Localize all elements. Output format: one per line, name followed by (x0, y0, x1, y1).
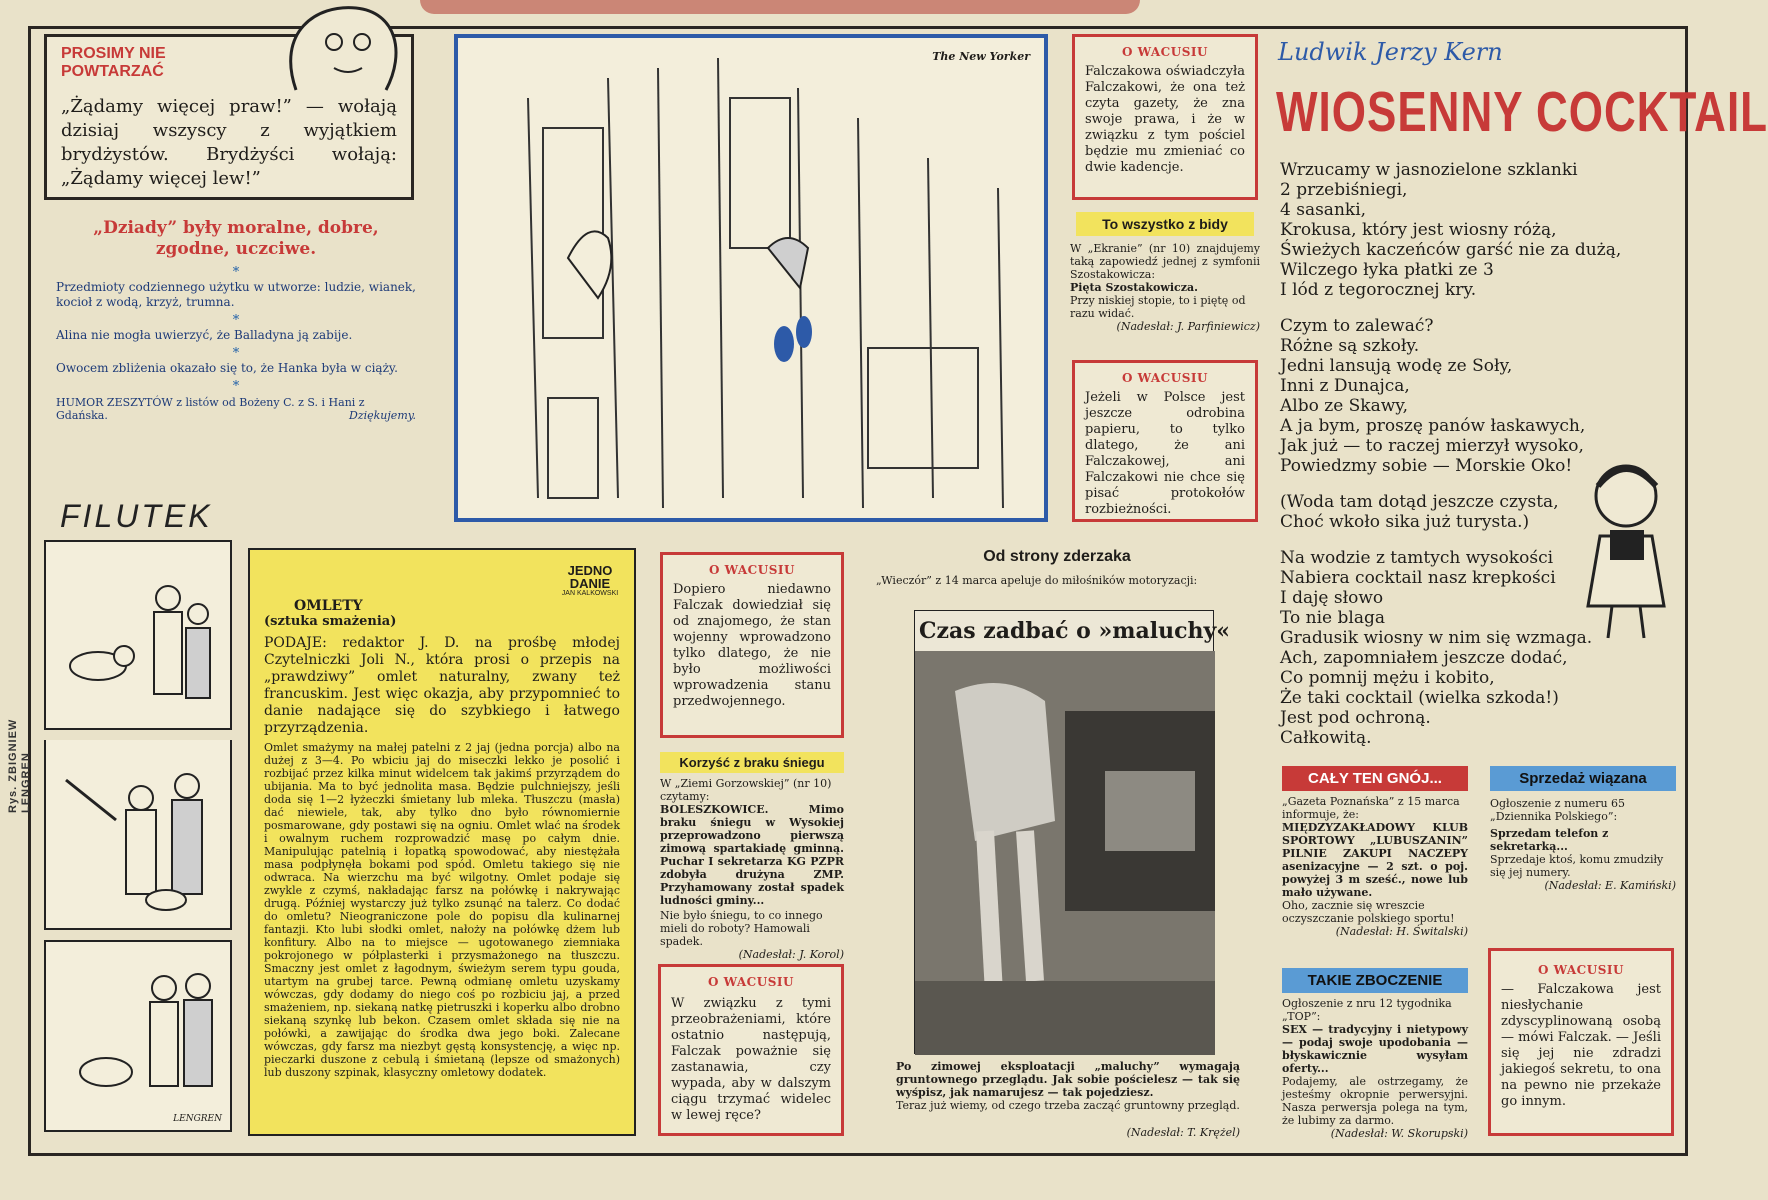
omlety-box (248, 548, 636, 1136)
caption-text: Teraz już wiemy, od czego trzeba zacząć gruntowny przegląd. (896, 1099, 1240, 1112)
poem-line: Różne są szkoły. (1280, 336, 1420, 356)
bidy-title: To wszystko z bidy (1076, 212, 1254, 236)
poem-line: To nie blaga (1280, 608, 1385, 628)
prosimy-body: „Żądamy więcej praw!” — wołają dzisiaj wszyscy z wyjątkiem brydżystów. Brydżyści wołają: „Żądamy więcej lew!” (61, 96, 397, 189)
poem-line: Co pomnij mężu i kobito, (1280, 668, 1495, 688)
girl-illustration (1560, 456, 1680, 642)
poem-line: I daję słowo (1280, 588, 1384, 608)
zboczenie-comment: Podajemy, ale ostrzegamy, że jesteśmy okropnie perwersyjni. Nasza perwersja polega na tym, że lubimy za darmo. (1282, 1075, 1468, 1127)
jedno-danie-badge (560, 564, 620, 597)
poem-line: Jak już — to raczej mierzył wysoko, (1280, 436, 1584, 456)
cartoon-drawing (458, 38, 1044, 518)
wiazana-comment: Sprzedaje ktoś, komu zmudziły się jej numery. (1490, 853, 1664, 879)
cartoon-credit: The New Yorker (932, 50, 1030, 63)
bidy-quote: Przy niskiej stopie, to i piętę od razu widać. (1070, 294, 1246, 320)
humor-thanks: Dziękujemy. (349, 409, 416, 422)
humor-separator: * (232, 346, 240, 361)
bidy-section (1070, 212, 1260, 333)
badge-author: JAN KALKOWSKI (561, 590, 619, 597)
humor-footer (56, 396, 416, 422)
humor-separator: * (232, 379, 240, 394)
badge-title: JEDNO DANIE (567, 563, 613, 591)
poem-stanza (1280, 316, 1680, 476)
wacus-title: O WACUSIU (1122, 45, 1208, 59)
humor-item: Owocem zbliżenia okazało się to, że Hanka była w ciąży. (56, 361, 398, 375)
poem-line: Jest pod ochroną. (1280, 708, 1431, 728)
poem-line: Wrzucamy w jasnozielone szklanki (1280, 160, 1578, 180)
zderzak-intro: „Wieczór” z 14 marca apeluje do miłośników motoryzacji: (876, 574, 1198, 587)
maluch-photo (914, 610, 1231, 1054)
poem-line: Jedni lansują wodę ze Soły, (1280, 356, 1513, 376)
poem-line: Gradusik wiosny w nim się wzmaga. (1280, 628, 1593, 648)
poem-line: 2 przebiśniegi, (1280, 180, 1408, 200)
gnoj-title: CAŁY TEN GNÓJ... (1282, 766, 1468, 791)
wacus-title: O WACUSIU (708, 975, 794, 989)
bidy-source: (Nadesłał: J. Parfiniewicz) (1116, 320, 1260, 333)
humor-lead: „Dziady” były moralne, dobre, zgodne, uczciwe. (93, 218, 379, 259)
poem-line: Na wodzie z tamtych wysokości (1280, 548, 1554, 568)
wiazana-quote: Sprzedam telefon z sekretarką... (1490, 827, 1609, 853)
top-decorative-strip (420, 0, 1140, 14)
poem-line: Całkowitą. (1280, 728, 1372, 748)
wacus-body: — Falczakowa jest niesłychanie zdyscyplinowaną osobą — mówi Falczak. — Jeśli się jej nie zdradzi jakiegoś sekretu, to ona na pewno nie przekaże go innym. (1501, 982, 1661, 1109)
humor-separator: * (232, 313, 240, 328)
zderzak-section (862, 548, 1252, 587)
zderzak-source: (Nadesłał: T. Krężel) (1126, 1126, 1240, 1139)
poem-line: Albo ze Skawy, (1280, 396, 1409, 416)
poem-line: Że taki cocktail (wielka szkoda!) (1280, 688, 1559, 708)
wiazana-source: (Nadesłał: E. Kamiński) (1544, 879, 1676, 892)
gnoj-comment: Oho, zacznie się wreszcie oczyszczanie polskiego sportu! (1282, 899, 1455, 925)
photo-image (915, 651, 1215, 1055)
humor-section (56, 218, 416, 422)
poem-line: Powiedzmy sobie — Morskie Oko! (1280, 456, 1573, 476)
gnoj-quote: MIĘDZYZAKŁADOWY KLUB SPORTOWY „LUBUSZANIN” PILNIE ZAKUPI NACZEPY asenizacyjne — 2 szt. o poj. powyżej 3 m sześć., nowe lub mało używane. (1282, 821, 1468, 899)
omlety-lead: PODAJE: redaktor J. D. na prośbę młodej Czytelniczki Joli N., która prosi o przepis na „prawdziwy” omlet naturalny, zwany też francuskim. Jest więc okazja, aby przypomnieć to danie nadające się do szybkiego i łatwego przyrządzenia. (264, 635, 620, 736)
wacus-box (1072, 360, 1258, 522)
bidy-quote: Pięta Szostakowicza. (1070, 281, 1198, 294)
wacus-box (1072, 34, 1258, 200)
humor-footer-text: HUMOR ZESZYTÓW z listów od Bożeny C. z S. i Hani z Gdańska. (56, 396, 365, 422)
zderzak-caption (896, 1060, 1240, 1139)
poem-line: 4 sasanki, (1280, 200, 1367, 220)
wacus-body: Falczakowa oświadczyła Falczakowi, że ona też czyta gazety, że zna swoje prawa, i że w związku z tym pościel będzie mu zmieniać co dwie kadencje. (1085, 64, 1245, 175)
side-credit: Rys. ZBIGNIEW LENGREN (7, 718, 32, 813)
gnoj-source: (Nadesłał: H. Świtalski) (1335, 925, 1468, 938)
poem-line: Wilczego łyka płatki ze 3 (1280, 260, 1494, 280)
zboczenie-section (1282, 968, 1468, 1140)
filutek-title: FILUTEK (60, 498, 213, 534)
omlety-subtitle: (sztuka smażenia) (264, 614, 397, 629)
korzysc-quote: BOLESZKOWICE. Mimo braku śniegu w Wysokiej przeprowadzono pierwszą zimową spartakiadę gminną. Puchar I sekretarza KG PZPR zdobyła drużyna ZMP. Przyhamowany został spadek ludności gminy... (660, 803, 844, 907)
wacus-box (660, 552, 844, 738)
omlety-title: OMLETY (294, 598, 363, 614)
zboczenie-title: TAKIE ZBOCZENIE (1282, 968, 1468, 993)
poem-line: I lód z tegorocznej kry. (1280, 280, 1477, 300)
humor-item: Alina nie mogła uwierzyć, że Balladyna ją zabije. (56, 328, 353, 342)
korzysc-comment: Nie było śniegu, to co innego mieli do roboty? Hamowali spadek. (660, 909, 823, 948)
wacus-body: Jeżeli w Polsce jest jeszcze odrobina papieru, to tylko dlatego, że ani Falczakowej, ani Falczakowi nie chce się pisać protokołów rozbieżności. (1085, 390, 1245, 517)
zboczenie-quote: SEX — tradycyjny i nietypowy — podaj swoje upodobania — błyskawicznie wysyłam oferty... (1282, 1023, 1468, 1075)
wacus-title: O WACUSIU (1122, 371, 1208, 385)
caption-bold: Po zimowej eksploatacji „maluchy” wymagają gruntownego przeglądu. Jak sobie pościelesz — tak się wyśpisz, jak namarujesz — tak pojedziesz. (896, 1060, 1240, 1099)
korzysc-section (660, 752, 844, 961)
poem-line: Czym to zalewać? (1280, 316, 1434, 336)
gnoj-intro: „Gazeta Poznańska” z 15 marca informuje, że: (1282, 795, 1460, 821)
wiazana-section (1490, 766, 1676, 892)
poem-line: A ja bym, proszę panów łaskawych, (1280, 416, 1586, 436)
photo-headline: Czas zadbać o »maluchy« (915, 611, 1213, 651)
wacus-box (1488, 948, 1674, 1136)
zboczenie-intro: Ogłoszenie z nru 12 tygodnika „TOP”: (1282, 997, 1452, 1023)
korzysc-source: (Nadesłał: J. Korol) (738, 948, 844, 961)
poem-title: WIOSENNY COCKTAIL (1276, 81, 1768, 144)
poem-line: Świeżych kaczeńców garść nie za dużą, (1280, 240, 1622, 260)
poem-line: Krokusa, który jest wiosny różą, (1280, 220, 1557, 240)
prosimy-title: PROSIMY NIE POWTARZAĆ (61, 45, 166, 80)
poem-line: Choć wkoło sika już turysta.) (1280, 512, 1530, 532)
wacus-box (658, 964, 844, 1136)
filutek-panel (44, 540, 232, 730)
poem-line: (Woda tam dotąd jeszcze czysta, (1280, 492, 1559, 512)
wacus-body: W związku z tymi przeobrażeniami, które ostatnio następują, Falczak poważnie się zastanawia, czy wypada, aby w dalszym ciągu trzymać widelec w lewej ręce? (671, 996, 831, 1123)
wacus-title: O WACUSIU (709, 563, 795, 577)
bald-man-illustration (236, 2, 412, 94)
humor-separator: * (232, 265, 240, 280)
poem-author: Ludwik Jerzy Kern (1278, 38, 1503, 66)
zboczenie-source: (Nadesłał: W. Skorupski) (1330, 1127, 1468, 1140)
new-yorker-cartoon (454, 34, 1048, 522)
poem-line: Nabiera cocktail nasz krepkości (1280, 568, 1556, 588)
poem-line: Ach, zapomniałem jeszcze dodać, (1280, 648, 1568, 668)
korzysc-intro: W „Ziemi Gorzowskiej” (nr 10) czytamy: (660, 777, 832, 803)
poem-body (1280, 160, 1680, 748)
wiazana-title: Sprzedaż wiązana (1490, 766, 1676, 791)
zderzak-title: Od strony zderzaka (983, 548, 1131, 565)
wacus-title: O WACUSIU (1538, 963, 1624, 977)
wacus-body: Dopiero niedawno Falczak dowiedział się od znajomego, że stan wojenny wprowadzono tylko dlatego, że nie było możliwości wprowadzenia stanu przedwojennego. (673, 582, 831, 709)
filutek-strip (44, 540, 232, 1134)
bidy-body: W „Ekranie” (nr 10) znajdujemy taką zapowiedź jednej z symfonii Szostakowicza: (1070, 242, 1260, 281)
filutek-panel (44, 940, 232, 1132)
gnoj-section (1282, 766, 1468, 938)
poem-stanza (1280, 160, 1680, 300)
poem-line: Inni z Dunajca, (1280, 376, 1410, 396)
korzysc-title: Korzyść z braku śniegu (660, 752, 844, 773)
filutek-panel (44, 740, 232, 930)
humor-item: Przedmioty codziennego użytku w utworze: ludzie, wianek, kocioł z wodą, krzyż, trumna. (56, 280, 416, 309)
omlety-body: Omlet smażymy na małej patelni z 2 jaj (jedna porcja) albo na dużej z 3—4. Po wbiciu jaj do miseczki lekko je posolić i rozbijać przez kilka minut widelcem tak jakimś przyrządem do ubijania. Ma to być jednolita masa. Będzie pulchniejszy, jeśli doda się 1—2 łyżeczki śmietany lub mleka. Tłuszczu (masła) dać niewiele, tak, aby tylko dno było równomiernie posmarowane, gdy postawi się na ogniu. Omlet wlać na środek i owalnym ruchem rozprowadzić masę po całym dnie. Manipulując patelnią i łopatką spowodować, aby niestężała masa podpłynęła bokami pod spód. Omletu takiego się nie odwraca. Na wierzchu ma być wilgotny. Omlet podaje się zwykle z czymś, nakładając farsz na połówkę i nakrywając drugą. Później wystarczy już tylko zsunąć na talerz. Co dodać do omletu? Nieograniczone pole do popisu dla kulinarnej fantazji. Kto lubi słodki omlet, nałoży na połówkę dżem lub konfitury. Albo na to miejsce — ugotowanego ziemniaka pokrojonego w półplasterki i przysmażonego na tłuszczu. Smaczny jest omlet z łagodnym, świeżym serem typu gouda, utartym na grubej tarce. Pewną odmianę omletu uzyskamy wówczas, gdy dodamy do niego coś po rozbiciu jaj, a przed smażeniem, np. siekaną natkę pietruszki i koperku albo drobno siekaną szynkę lub bekon. Czasem omlet składa się nie na połówki, a zawijając do środka dwa jego boki. Zalecane wówczas, gdy farsz ma niezbyt gęstą konsystencję, a więc np. pieczarki duszone z cebulą i śmietaną (lepsze od smażonych) lub duszony szpinak, klasyczny omletowy dodatek. (264, 741, 620, 1079)
wiazana-intro: Ogłoszenie z numeru 65 „Dziennika Polskiego”: (1490, 797, 1626, 823)
filutek-artist: LENGREN (173, 1114, 222, 1124)
